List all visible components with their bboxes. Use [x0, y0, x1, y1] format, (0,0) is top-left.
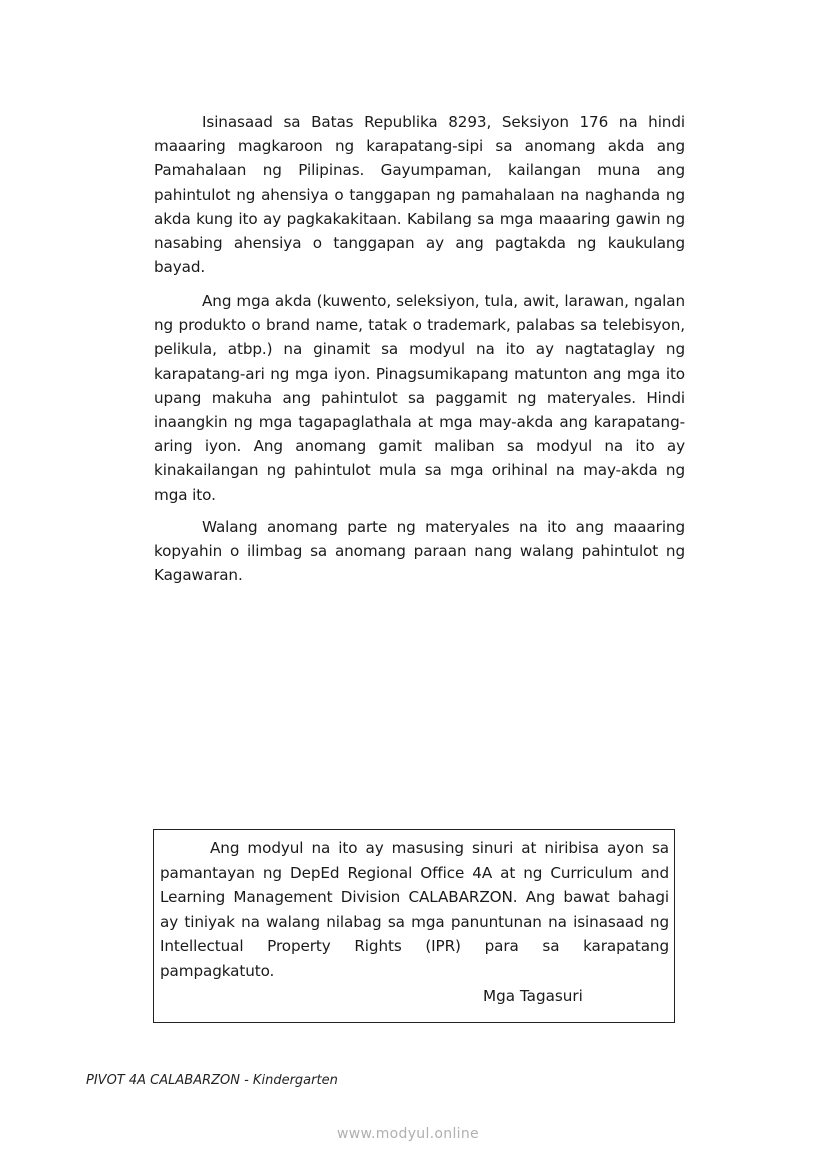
paragraph-text: Walang anomang parte ng materyales na ito ang maaaring kopyahin o ilimbag sa anomang paraan nang walang pahintulot ng Kagawaran. — [154, 518, 685, 585]
copyright-paragraph-1 — [154, 110, 685, 279]
paragraph-text: Isinasaad sa Batas Republika 8293, Seksiyon 176 na hindi maaaring magkaroon ng karapatang-sipi sa anomang akda ang Pamahalaan ng Pilipinas. Gayumpaman, kailangan muna ang pahintulot ng ahensiya o tanggapan ng pamahalaan na naghanda ng akda kung ito ay pagkakakitaan. Kabilang sa mga maaaring gawin ng nasabing ahensiya o tanggapan ay ang pagtakda ng kaukulang bayad. — [154, 113, 685, 277]
copyright-paragraph-2 — [154, 289, 685, 507]
review-notice-box — [153, 829, 675, 1023]
reviewers-signature: Mga Tagasuri — [483, 987, 583, 1005]
review-notice-text — [160, 836, 669, 984]
copyright-paragraph-3 — [154, 515, 685, 588]
paragraph-text: Ang mga akda (kuwento, seleksiyon, tula, awit, larawan, ngalan ng produkto o brand name, tatak o trademark, palabas sa telebisyon, pelikula, atbp.) na ginamit sa modyul na ito ay nagtataglay ng karapatang-ari ng mga iyon. Pinagsumikapang matunton ang mga ito upang makuha ang pahintulot sa paggamit ng materyales. Hindi inaangkin ng mga tagapaglathala at mga may-akda ang karapatang-aring iyon. Ang anomang gamit maliban sa modyul na ito ay kinakailangan ng pahintulot mula sa mga orihinal na may-akda ng mga ito. — [154, 292, 685, 504]
review-text: Ang modyul na ito ay masusing sinuri at niribisa ayon sa pamantayan ng DepEd Regional Office 4A at ng Curriculum and Learning Management Division CALABARZON. Ang bawat bahagi ay tiniyak na walang nilabag sa mga panuntunan na isinasaad ng Intellectual Property Rights (IPR) para sa karapatang pampagkatuto. — [160, 839, 669, 980]
page-footer: PIVOT 4A CALABARZON - Kindergarten — [86, 1073, 338, 1088]
watermark: www.modyul.online — [337, 1126, 479, 1142]
